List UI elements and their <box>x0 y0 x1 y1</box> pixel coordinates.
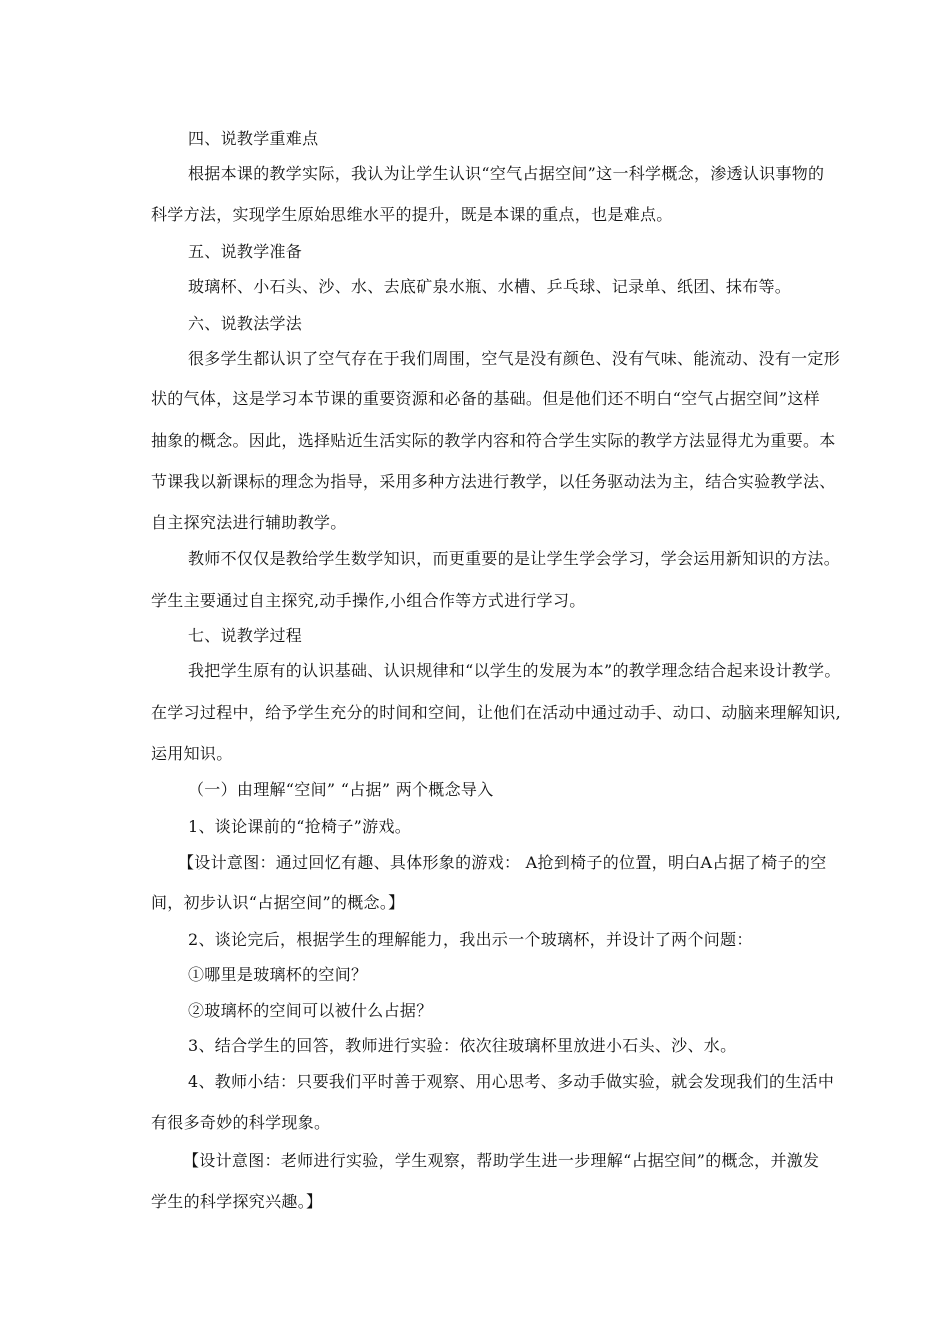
subheading-intro: （一）由理解“空间” “占据” 两个概念导入 <box>188 780 494 799</box>
design-intent-line: 学生的科学探究兴趣。】 <box>151 1192 323 1211</box>
paragraph-line: 玻璃杯、小石头、沙、水、去底矿泉水瓶、水槽、乒乓球、记录单、纸团、抹布等。 <box>188 277 792 296</box>
heading-methods: 六、说教法学法 <box>188 314 303 333</box>
design-intent-line: 间，初步认识“占据空间”的概念。】 <box>151 893 405 912</box>
paragraph-line: 运用知识。 <box>151 744 233 763</box>
list-item: 2、谈论完后，根据学生的理解能力，我出示一个玻璃杯，并设计了两个问题： <box>188 930 753 949</box>
paragraph-line: 状的气体，这是学习本节课的重要资源和必备的基础。但是他们还不明白“空气占据空间”这样 <box>151 389 820 408</box>
paragraph-line: 自主探究法进行辅助教学。 <box>151 513 347 532</box>
heading-process: 七、说教学过程 <box>188 626 303 645</box>
paragraph-line: 科学方法，实现学生原始思维水平的提升，既是本课的重点，也是难点。 <box>151 205 673 224</box>
paragraph-line: 教师不仅仅是教给学生数学知识，而更重要的是让学生学会学习，学会运用新知识的方法。 <box>188 549 841 568</box>
paragraph-line: 抽象的概念。因此，选择贴近生活实际的教学内容和符合学生实际的教学方法显得尤为重要。本 <box>151 431 836 450</box>
list-item: 3、结合学生的回答，教师进行实验：依次往玻璃杯里放进小石头、沙、水。 <box>188 1036 737 1055</box>
heading-key-points: 四、说教学重难点 <box>188 129 319 148</box>
paragraph-line: 在学习过程中，给予学生充分的时间和空间，让他们在活动中通过动手、动口、动脑来理解知识, <box>151 703 841 722</box>
list-item: 4、教师小结：只要我们平时善于观察、用心思考、多动手做实验，就会发现我们的生活中 <box>188 1072 835 1091</box>
paragraph-line: 根据本课的教学实际，我认为让学生认识“空气占据空间”这一科学概念，渗透认识事物的 <box>188 164 825 183</box>
design-intent-line: 【设计意图：老师进行实验，学生观察，帮助学生进一步理解“占据空间”的概念，并激发 <box>183 1151 820 1170</box>
paragraph-line: 我把学生原有的认识基础、认识规律和“以学生的发展为本”的教学理念结合起来设计教学。 <box>188 661 841 680</box>
paragraph-line: 很多学生都认识了空气存在于我们周围，空气是没有颜色、没有气味、能流动、没有一定形 <box>188 349 841 368</box>
paragraph-line: 学生主要通过自主探究,动手操作,小组合作等方式进行学习。 <box>151 591 586 610</box>
list-item: 1、谈论课前的“抢椅子”游戏。 <box>188 817 412 836</box>
question-item: ①哪里是玻璃杯的空间？ <box>188 965 368 984</box>
paragraph-line: 有很多奇妙的科学现象。 <box>151 1113 331 1132</box>
design-intent-line: 【设计意图：通过回忆有趣、具体形象的游戏： A抢到椅子的位置，明白A占据了椅子的空 <box>178 853 827 872</box>
heading-preparation: 五、说教学准备 <box>188 242 303 261</box>
question-item: ②玻璃杯的空间可以被什么占据？ <box>188 1001 433 1020</box>
paragraph-line: 节课我以新课标的理念为指导，采用多种方法进行教学，以任务驱动法为主，结合实验教学法、 <box>151 472 836 491</box>
